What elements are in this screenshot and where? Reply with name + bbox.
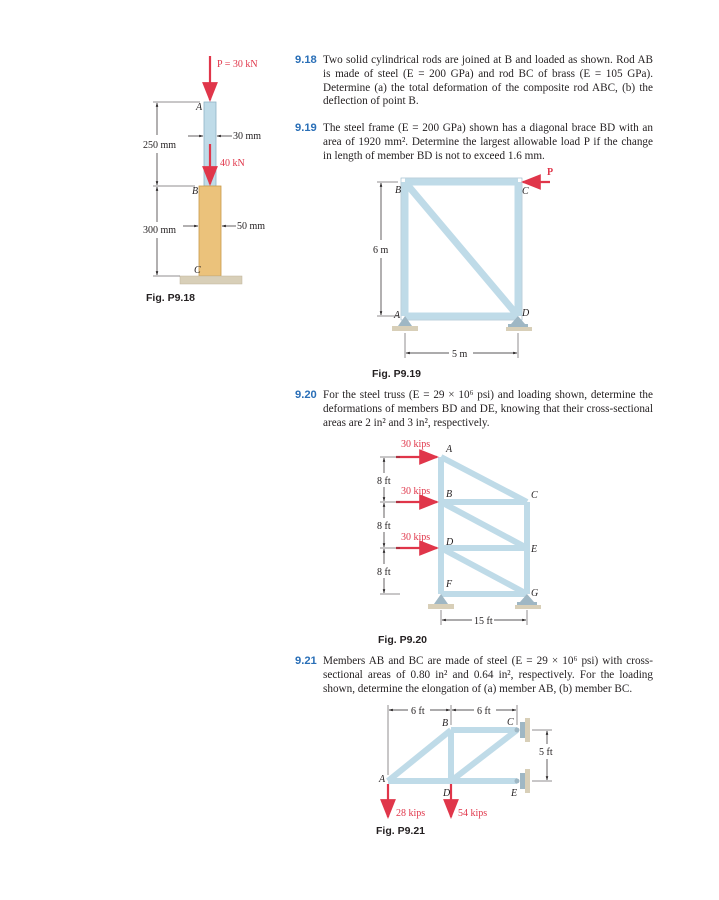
wall-c — [525, 718, 530, 742]
dim-8ft-2: 8 ft — [377, 521, 391, 532]
load-d-label: 30 kips — [401, 532, 431, 543]
fig-9-21 — [376, 705, 553, 837]
problem-number: 9.20 — [295, 389, 317, 401]
point-e: E — [531, 544, 538, 555]
point-a: A — [394, 310, 401, 321]
dim-15ft: 15 ft — [474, 616, 493, 627]
point-d: D — [446, 537, 454, 548]
rollers-g — [517, 602, 537, 605]
point-b: B — [446, 489, 453, 500]
point-c: C — [194, 265, 201, 276]
dia-30mm: 30 mm — [233, 131, 262, 142]
member-dc — [451, 730, 517, 781]
load-d-label: 54 kips — [458, 808, 488, 819]
member-bd — [405, 182, 518, 316]
problem-number: 9.18 — [295, 54, 317, 66]
load-p-label: P — [547, 167, 554, 178]
load-a-label: 28 kips — [396, 808, 426, 819]
rod-bc — [199, 186, 221, 276]
bracket-c — [520, 722, 525, 738]
problem-number: 9.21 — [295, 655, 317, 667]
member-dg — [441, 548, 527, 594]
point-b: B — [395, 185, 402, 196]
problem-number: 9.19 — [295, 122, 317, 134]
load-a-label: 30 kips — [401, 439, 431, 450]
point-c: C — [507, 717, 514, 728]
figure-caption: Fig. P9.21 — [376, 825, 426, 837]
dim-6ft-1: 6 ft — [411, 706, 425, 717]
point-e: E — [511, 788, 518, 799]
dim-300mm: 300 mm — [143, 225, 177, 236]
dim-8ft-1: 8 ft — [377, 476, 391, 487]
rollers-d — [508, 324, 528, 327]
ground-d — [506, 327, 532, 331]
truss-members — [441, 457, 527, 594]
dia-50mm: 50 mm — [237, 221, 266, 232]
pin-e — [515, 779, 520, 784]
point-b: B — [442, 718, 449, 729]
load-b-label: 30 kips — [401, 486, 431, 497]
figure-caption: Fig. P9.20 — [378, 634, 428, 646]
member-ac — [441, 457, 527, 502]
dim-250mm: 250 mm — [143, 140, 177, 151]
point-f: F — [446, 579, 453, 590]
member-be — [441, 502, 527, 548]
point-c: C — [522, 186, 529, 197]
ground-base — [180, 276, 242, 284]
point-d: D — [443, 788, 451, 799]
problem-text: For the steel truss (E = 29 × 10⁶ psi) and loading shown, determine the deformations of members BD and DE, knowing that their cross-sectional areas are 2 in² and 3 in², respectively. — [323, 389, 653, 429]
figure-caption: Fig. P9.18 — [146, 292, 196, 304]
ground-g — [515, 605, 541, 609]
dim-6ft-2: 6 ft — [477, 706, 491, 717]
point-c: C — [531, 490, 538, 501]
point-a: A — [379, 774, 386, 785]
load-p-label: P = 30 kN — [217, 59, 258, 70]
dim-5m: 5 m — [452, 349, 468, 360]
point-d: D — [522, 308, 530, 319]
fig-9-20 — [377, 439, 541, 646]
figure-caption: Fig. P9.19 — [372, 368, 422, 380]
problem-text: Two solid cylindrical rods are joined at B and loaded as shown. Rod AB is made of steel (E = 200 GPa) and rod BC of brass (E = 105 GPa). Determine (a) the total deformation of the composite rod ABC, (b) the deflection of point B. — [323, 54, 653, 108]
bracket-e — [520, 773, 525, 789]
pin-c — [515, 728, 520, 733]
fig-9-19 — [372, 167, 553, 380]
dim-6m: 6 m — [373, 245, 389, 256]
dim-8ft-3: 8 ft — [377, 567, 391, 578]
point-a: A — [196, 102, 203, 113]
point-g: G — [531, 588, 539, 599]
wall-e — [525, 769, 530, 793]
ground-a — [392, 326, 418, 331]
ground-f — [428, 604, 454, 609]
point-b: B — [192, 186, 199, 197]
point-a: A — [446, 444, 453, 455]
truss-members — [388, 730, 517, 781]
problem-text: Members AB and BC are made of steel (E = 29 × 10⁶ psi) with cross-sectional areas of 0.80 in² and 0.64 in², respectively. For the loading shown, determine the elongation of (a) member AB, (b) member BC. — [323, 655, 653, 695]
member-ab — [388, 730, 451, 781]
problem-text: The steel frame (E = 200 GPa) shown has a diagonal brace BD with an area of 1920 mm². Determine the largest allowable load P if the change in length of member BD is not to exceed 1.6 mm. — [323, 122, 653, 162]
dim-5ft: 5 ft — [539, 747, 553, 758]
load-40kn-label: 40 kN — [220, 158, 245, 169]
fig-9-18 — [143, 56, 265, 304]
